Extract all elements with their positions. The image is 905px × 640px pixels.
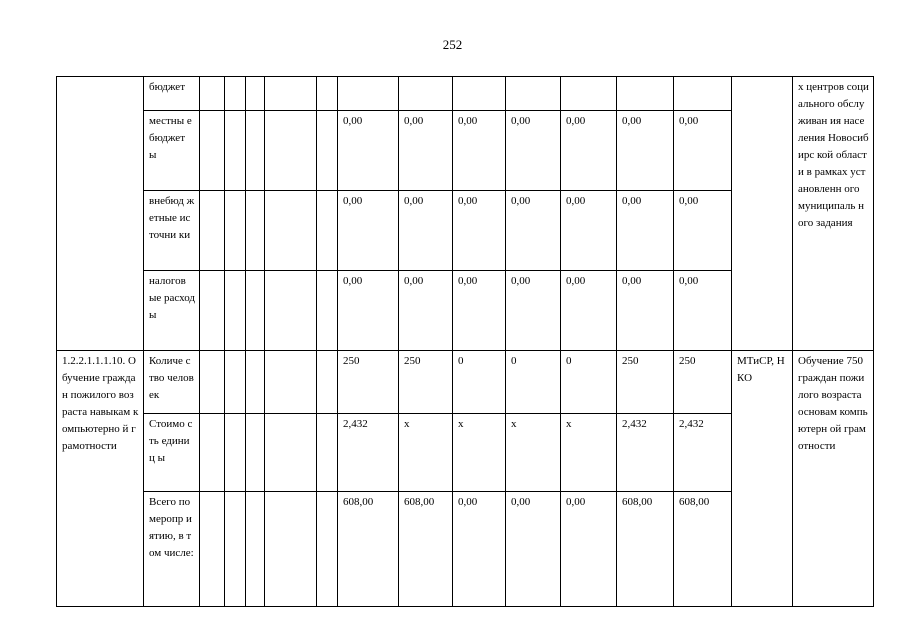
empty-cell (246, 351, 265, 414)
value-cell: 0,00 (453, 271, 506, 351)
empty-cell (225, 111, 246, 191)
expected-result-cell: х центров социального обслуживан ия населения Новосибирс кой области в рамках установленн ого муниципаль ного задания (793, 77, 874, 351)
value-cell: 0,00 (453, 111, 506, 191)
empty-cell (200, 271, 225, 351)
value-cell: 0 (561, 351, 617, 414)
empty-cell (317, 271, 338, 351)
table-row (57, 351, 874, 414)
value-cell (506, 77, 561, 111)
value-cell (338, 77, 399, 111)
value-cell: 0,00 (617, 271, 674, 351)
empty-cell (200, 492, 225, 607)
empty-cell (265, 111, 317, 191)
executor-cell: МТиСР, НКО (732, 351, 793, 607)
empty-cell (317, 351, 338, 414)
value-cell: 0,00 (506, 111, 561, 191)
value-cell: 0,00 (399, 271, 453, 351)
empty-cell (225, 492, 246, 607)
empty-cell (200, 191, 225, 271)
indicator-cell: Всего по меропр иятию, в том числе: (144, 492, 200, 607)
value-cell: 2,432 (617, 414, 674, 492)
value-cell: 0,00 (399, 111, 453, 191)
empty-cell (225, 191, 246, 271)
value-cell: 250 (338, 351, 399, 414)
empty-cell (317, 191, 338, 271)
value-cell: 0,00 (561, 271, 617, 351)
value-cell: 0,00 (453, 492, 506, 607)
value-cell: 0,00 (506, 271, 561, 351)
value-cell: 0,00 (674, 191, 732, 271)
empty-cell (246, 414, 265, 492)
funding-source-cell: местны е бюджет ы (144, 111, 200, 191)
program-table (56, 76, 874, 607)
value-cell: 0,00 (617, 111, 674, 191)
value-cell: 0,00 (561, 492, 617, 607)
value-cell (674, 77, 732, 111)
value-cell: 608,00 (674, 492, 732, 607)
empty-cell (265, 271, 317, 351)
value-cell: 0 (506, 351, 561, 414)
value-cell: 0,00 (338, 111, 399, 191)
empty-cell (200, 414, 225, 492)
empty-cell (317, 111, 338, 191)
value-cell: 0,00 (453, 191, 506, 271)
empty-cell (225, 271, 246, 351)
empty-cell (246, 492, 265, 607)
empty-cell (200, 111, 225, 191)
measure-name-cell: 1.2.2.1.1.1.10. Обучение граждан пожилого возраста навыкам компьютерно й грамотности (57, 351, 144, 607)
expected-result-cell: Обучение 750 граждан пожилого возраста основам компьютерн ой грамотности (793, 351, 874, 607)
funding-source-cell: бюджет (144, 77, 200, 111)
value-cell: 0,00 (506, 492, 561, 607)
funding-source-cell: внебюд жетные источни ки (144, 191, 200, 271)
empty-cell (200, 351, 225, 414)
empty-cell (265, 414, 317, 492)
empty-cell (225, 351, 246, 414)
value-cell: 608,00 (617, 492, 674, 607)
funding-source-cell: налогов ые расход ы (144, 271, 200, 351)
empty-cell (265, 492, 317, 607)
empty-cell (265, 191, 317, 271)
value-cell: 2,432 (338, 414, 399, 492)
value-cell: 0,00 (506, 191, 561, 271)
value-cell: x (561, 414, 617, 492)
value-cell: x (453, 414, 506, 492)
indicator-cell: Количе ство человек (144, 351, 200, 414)
value-cell: 250 (399, 351, 453, 414)
value-cell: 0,00 (561, 191, 617, 271)
value-cell: x (399, 414, 453, 492)
value-cell: 0,00 (674, 111, 732, 191)
value-cell: 250 (674, 351, 732, 414)
value-cell: 0,00 (617, 191, 674, 271)
value-cell (561, 77, 617, 111)
empty-cell (246, 271, 265, 351)
value-cell: x (506, 414, 561, 492)
value-cell: 250 (617, 351, 674, 414)
empty-cell (265, 351, 317, 414)
empty-cell (317, 77, 338, 111)
table-row (57, 77, 874, 111)
empty-cell (225, 77, 246, 111)
indicator-cell: Стоимо сть единиц ы (144, 414, 200, 492)
measure-name-cell-continued (57, 77, 144, 351)
page-number: 252 (442, 37, 463, 52)
empty-cell (246, 111, 265, 191)
value-cell: 608,00 (338, 492, 399, 607)
value-cell (453, 77, 506, 111)
empty-cell (317, 492, 338, 607)
empty-cell (265, 77, 317, 111)
value-cell: 2,432 (674, 414, 732, 492)
empty-cell (200, 77, 225, 111)
value-cell: 0,00 (399, 191, 453, 271)
value-cell: 0,00 (674, 271, 732, 351)
empty-cell (246, 77, 265, 111)
empty-cell (317, 414, 338, 492)
value-cell (399, 77, 453, 111)
executor-cell-continued (732, 77, 793, 351)
value-cell: 0,00 (338, 191, 399, 271)
value-cell: 0,00 (561, 111, 617, 191)
empty-cell (225, 414, 246, 492)
value-cell: 608,00 (399, 492, 453, 607)
value-cell: 0 (453, 351, 506, 414)
value-cell (617, 77, 674, 111)
value-cell: 0,00 (338, 271, 399, 351)
empty-cell (246, 191, 265, 271)
